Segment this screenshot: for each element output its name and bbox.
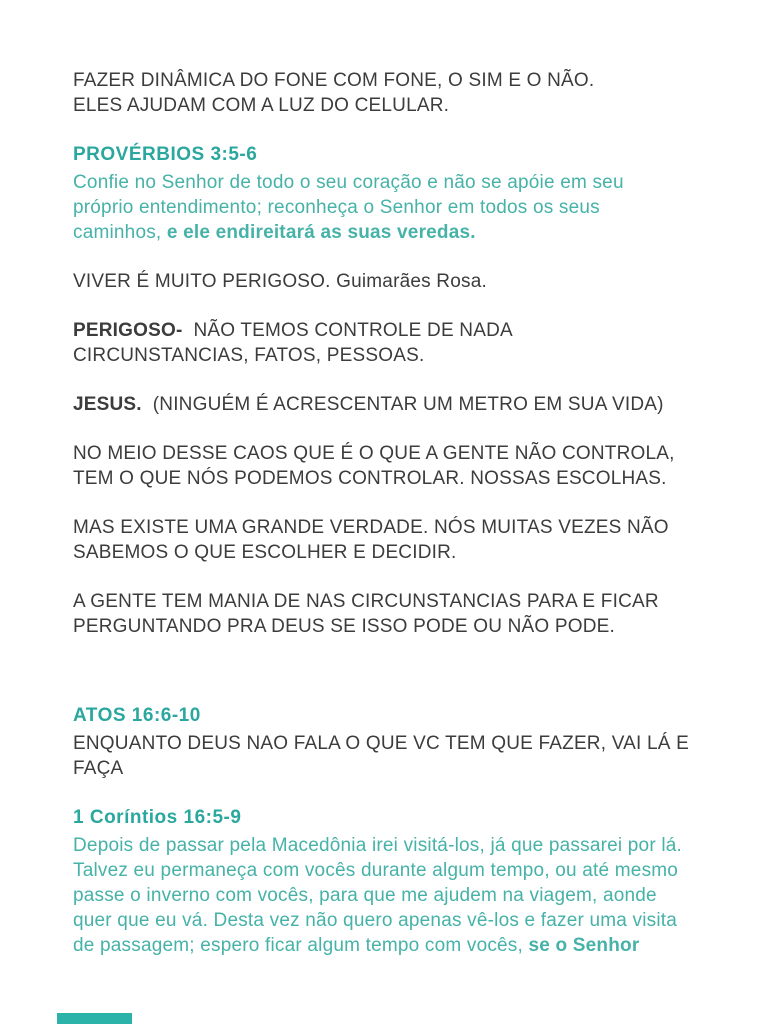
- paragraph-line: [73, 392, 733, 417]
- paragraph-line: CIRCUNSTANCIAS, FATOS, PESSOAS.: [73, 345, 425, 366]
- heading-proverbios: [73, 142, 733, 167]
- quote-line: [73, 220, 733, 245]
- paragraph-line: MAS EXISTE UMA GRANDE VERDADE. NÓS MUITAS VEZES NÃO: [73, 517, 669, 538]
- paragraph-run: NÃO TEMOS CONTROLE DE NADA: [182, 320, 513, 341]
- paragraph-line: FAZER DINÂMICA DO FONE COM FONE, O SIM E O NÃO.: [73, 70, 595, 91]
- paragraph-grande-verdade: [73, 515, 733, 565]
- quote-line: Depois de passar pela Macedônia irei visitá-los, já que passarei por lá.: [73, 835, 682, 856]
- paragraph-run: (NINGUÉM É ACRESCENTAR UM METRO EM SUA VIDA): [141, 394, 664, 415]
- paragraph-line: A GENTE TEM MANIA DE NAS CIRCUNSTANCIAS PARA E FICAR: [73, 591, 659, 612]
- heading-label: 1 Coríntios 16:5-9: [73, 807, 242, 828]
- lead-word-bold: PERIGOSO-: [73, 320, 183, 341]
- paragraph-no-meio-caos: [73, 441, 733, 491]
- paragraph-line: PERGUNTANDO PRA DEUS SE ISSO PODE OU NÃO PODE.: [73, 616, 616, 637]
- quote-line: passe o inverno com vocês, para que me ajudem na viagem, aonde: [73, 885, 657, 906]
- quote-run-bold: se o Senhor: [528, 935, 640, 956]
- paragraph-perigoso: [73, 318, 733, 368]
- paragraph-line: [73, 318, 733, 343]
- quote-run-plain: de passagem; espero ficar algum tempo com vocês,: [73, 935, 529, 956]
- paragraph-line: ELES AJUDAM COM A LUZ DO CELULAR.: [73, 95, 450, 116]
- quote-line: próprio entendimento; reconheça o Senhor em todos os seus: [73, 197, 600, 218]
- quote-run-bold: e ele endireitará as suas veredas.: [166, 222, 476, 243]
- heading-label: ATOS 16:6-10: [73, 705, 201, 726]
- paragraph-line: FAÇA: [73, 758, 124, 779]
- paragraph-fazer-dinamica: [73, 68, 733, 118]
- quote-line: Talvez eu permaneça com vocês durante algum tempo, ou até mesmo: [73, 860, 679, 881]
- heading-atos: [73, 703, 733, 728]
- paragraph-line: TEM O QUE NÓS PODEMOS CONTROLAR. NOSSAS ESCOLHAS.: [73, 468, 667, 489]
- paragraph-line: NO MEIO DESSE CAOS QUE É O QUE A GENTE NÃO CONTROLA,: [73, 443, 675, 464]
- heading-label: PROVÉRBIOS 3:5-6: [73, 144, 258, 165]
- scripture-quote-corintios: [73, 833, 733, 958]
- quote-line: quer que eu vá. Desta vez não quero apenas vê-los e fazer uma visita: [73, 910, 678, 931]
- paragraph-line: SABEMOS O QUE ESCOLHER E DECIDIR.: [73, 542, 457, 563]
- paragraph-mania-circunstancias: [73, 589, 733, 639]
- next-page-preview-bar: [57, 1013, 132, 1024]
- paragraph-jesus: [73, 392, 733, 417]
- paragraph-enquanto-deus: [73, 731, 733, 781]
- document-content: [73, 68, 733, 982]
- lead-word-bold: JESUS.: [73, 394, 142, 415]
- scripture-quote-proverbios: [73, 170, 733, 245]
- paragraph-line: VIVER É MUITO PERIGOSO. Guimarães Rosa.: [73, 271, 487, 292]
- heading-corintios: [73, 805, 733, 830]
- paragraph-line: ENQUANTO DEUS NAO FALA O QUE VC TEM QUE FAZER, VAI LÁ E: [73, 733, 689, 754]
- paragraph-viver-perigoso: [73, 269, 733, 294]
- quote-run-plain: caminhos,: [73, 222, 167, 243]
- quote-line: [73, 933, 733, 958]
- quote-line: Confie no Senhor de todo o seu coração e não se apóie em seu: [73, 172, 624, 193]
